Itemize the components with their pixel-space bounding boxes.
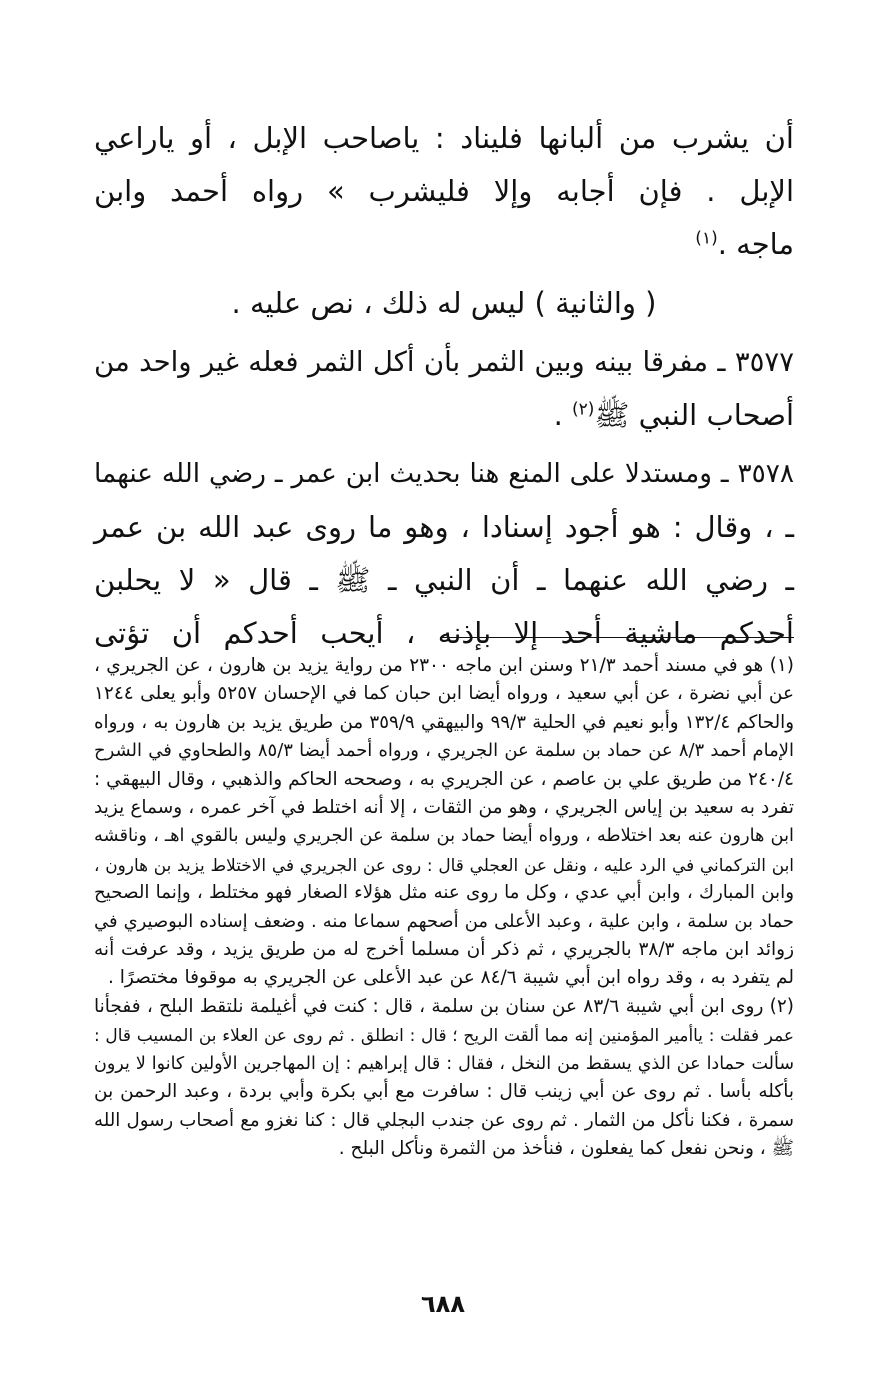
main-line-text: ماجه .	[717, 227, 794, 261]
footnote-line: لم يتفرد به ، وقد رواه ابن أبي شيبة ٨٤/٦ عن عبد الأعلى عن الجريري به موقوفا مختصرًا .	[107, 967, 794, 989]
footnote-separator	[440, 637, 794, 638]
footnote-line: وابن المبارك ، وابن أبي عدي ، وكل ما روى عنه مثل هؤلاء الصغار فهو مختلط ، وإنما الصحيح	[94, 882, 794, 904]
footnote-line: (١) هو في مسند أحمد ٢١/٣ وسنن ابن ماجه ٢٣٠٠ من رواية يزيد بن هارون ، عن الجريري ،	[94, 655, 794, 676]
footnote-marker-2[interactable]: (٢)	[572, 399, 595, 420]
page-number: ٦٨٨	[421, 1290, 465, 1318]
main-line-end: .	[553, 398, 572, 432]
paragraph-3578	[94, 448, 794, 660]
footnote-line: الإمام أحمد ٨/٣ عن حماد بن سلمة عن الجريري ، ورواه أحمد أيضا ٨٥/٣ والطحاوي في الشرح	[94, 740, 794, 762]
footnote-line: بأكله بأسا . ثم روى عن أبي زينب قال : سافرت مع أبي بكرة وأبي بردة ، وعبد الرحمن بن	[94, 1081, 794, 1103]
main-line: ٣٥٧٧ ـ مفرقا بينه وبين الثمر بأن أكل الثمر فعله غير واحد من	[94, 346, 794, 378]
main-line-text: أصحاب النبي ﷺ	[594, 398, 794, 432]
main-text	[94, 112, 794, 660]
footnote-line: ﷺ ، ونحن نفعل كما يفعلون ، فنأخذ من الثمرة ونأكل البلح .	[338, 1137, 794, 1159]
footnote-line: زوائد ابن ماجه ٣٨/٣ بالجريري ، ثم ذكر أن مسلما أخرج له من طريق يزيد ، وقد عرفت أنه	[94, 939, 795, 961]
footnote-line: ٢٤٠/٤ من طريق علي بن عاصم ، عن الجريري به ، وصححه الحاكم والذهبي ، وقال البيهقي :	[94, 768, 794, 790]
main-line: الإبل . فإن أجابه وإلا فليشرب » رواه أحمد وابن	[94, 174, 794, 208]
footnote-line: تفرد به سعيد بن إياس الجريري ، وهو من الثقات ، إلا أنه اختلط في آخر عمره ، وسماع يزيد	[94, 797, 794, 819]
footnote-marker-1[interactable]: (١)	[695, 228, 718, 249]
footnote-line: ابن هارون عنه بعد اختلاطه ، ورواه أيضا حماد بن سلمة عن الجريري وليس بالقوي اهـ ، وناقشه	[94, 825, 794, 847]
footnote-line: والحاكم ١٣٢/٤ وأبو نعيم في الحلية ٩٩/٣ والبيهقي ٣٥٩/٩ من طريق يزيد بن هارون به ، ورواه	[94, 711, 794, 733]
main-line	[94, 389, 794, 442]
second-opinion-line: ( والثانية ) ليس له ذلك ، نص عليه .	[231, 286, 657, 320]
main-line: ـ ، وقال : هو أجود إسنادا ، وهو ما روى عبد الله بن عمر	[94, 510, 794, 544]
main-line: ـ رضي الله عنهما ـ أن النبي ـ ﷺ ـ قال « لا يحلبن	[94, 563, 794, 597]
footnote-line: عمر فقلت : ياأمير المؤمنين إنه مما ألقت الريح ؛ قال : انطلق . ثم روى عن العلاء بن المسيب قال :	[94, 1025, 794, 1046]
main-line: أحدكم ماشية أحد إلا بإذنه ، أيحب أحدكم أن تؤتى	[94, 616, 794, 650]
footnote-line: سمرة ، فكنا نأكل من الثمار . ثم روى عن جندب البجلي قال : كنا نغزو مع أصحاب رسول الله	[94, 1109, 794, 1131]
main-line: ٣٥٧٨ ـ ومستدلا على المنع هنا بحديث ابن عمر ـ رضي الله عنهما	[94, 459, 794, 489]
footnote-line: حماد بن سلمة ، وابن علية ، وعبد الأعلى من أصحهم سماعا منه . وضعف إسناده البوصيري في	[94, 910, 794, 932]
footnote-line: ابن التركماني في الرد عليه ، ونقل عن العجلي قال : روى عن الجريري في الاختلاط يزيد بن هارون ،	[94, 854, 794, 875]
main-line: أن يشرب من ألبانها فليناد : ياصاحب الإبل ، أو ياراعي	[94, 121, 794, 155]
footnote-line: (٢) روى ابن أبي شيبة ٨٣/٦ عن سنان بن سلمة ، قال : كنت في أغيلمة نلتقط البلح ، ففجأنا	[94, 995, 795, 1017]
paragraph-3577	[94, 336, 794, 442]
footnote-line: سألت حمادا عن الذي يسقط من النخل ، فقال : قال إبراهيم : إن المهاجرين الأولين كانوا لا يرون	[94, 1053, 794, 1074]
main-line	[94, 218, 794, 271]
footnote-line: عن أبي نضرة ، عن أبي سعيد ، ورواه أيضا ابن حبان كما في الإحسان ٥٢٥٧ وأبو يعلى ١٢٤٤	[94, 683, 795, 705]
footnotes	[94, 652, 794, 1163]
